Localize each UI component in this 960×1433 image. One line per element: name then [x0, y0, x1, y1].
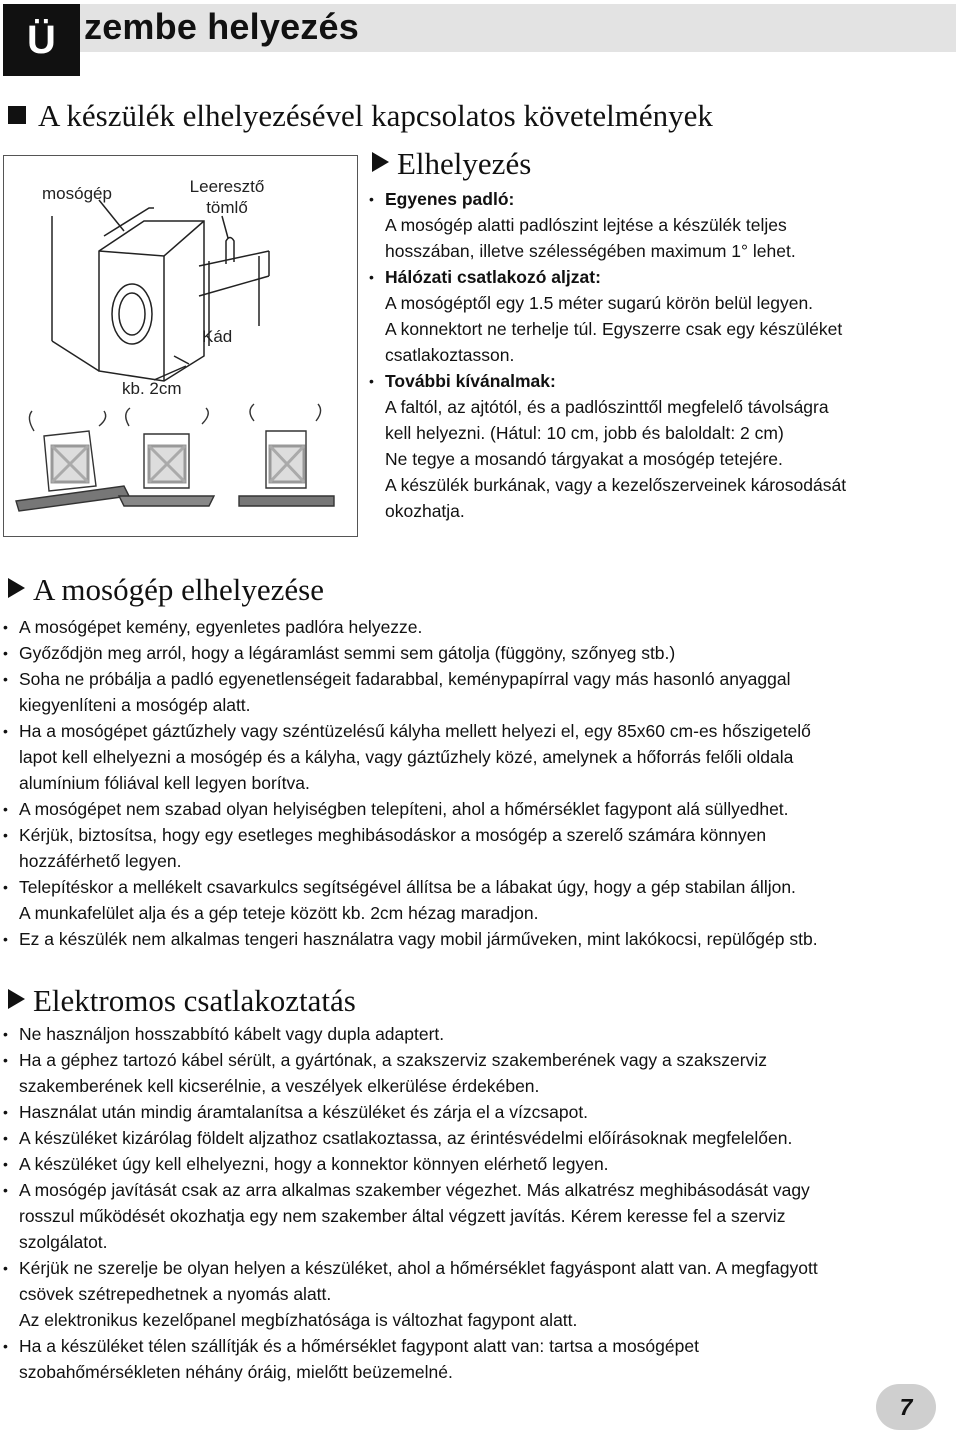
- bullet-icon: •: [3, 1026, 8, 1042]
- placement-item: [368, 264, 958, 368]
- washer-placement-title: A mosógép elhelyezése: [8, 572, 324, 608]
- header-initial: Ü: [3, 4, 80, 76]
- electrical-item-line: csövek szétrepedhetnek a nyomás alatt.: [19, 1284, 332, 1304]
- placement-item: [368, 186, 958, 264]
- bullet-icon: •: [3, 1052, 8, 1068]
- placement-item-line: csatlakoztasson.: [385, 345, 515, 365]
- electrical-item: [2, 1151, 952, 1177]
- figure-label-washer: mosógép: [42, 184, 112, 203]
- washer-placement-item-line: Győződjön meg arról, hogy a légáramlást semmi sem gátolja (függöny, szőnyeg stb.): [19, 643, 676, 663]
- washer-placement-item-line: lapot kell elhelyezni a mosógép és a kályha, vagy gáztűzhely közé, amelynek a hőforrás felőli oldala: [19, 747, 794, 767]
- washer-placement-item-line: Ez a készülék nem alkalmas tengeri használatra vagy mobil járműveken, mint lakókocsi, repülőgép stb.: [19, 929, 818, 949]
- placement-item-line: A készülék burkának, vagy a kezelőszerveinek károsodását: [385, 475, 847, 495]
- electrical-item-line: A készüléket úgy kell elhelyezni, hogy a konnektor könnyen elérhető legyen.: [19, 1154, 609, 1174]
- triangle-bullet-icon: [8, 578, 25, 598]
- bullet-icon: •: [3, 879, 8, 895]
- washer-placement-list: [2, 614, 952, 952]
- requirements-title: A készülék elhelyezésével kapcsolatos követelmények: [8, 98, 713, 134]
- bullet-icon: •: [3, 1104, 8, 1120]
- electrical-item: [2, 1125, 952, 1151]
- page-number: 7: [876, 1384, 936, 1430]
- placement-item-heading: Egyenes padló:: [385, 189, 515, 209]
- washer-placement-item: [2, 796, 952, 822]
- electrical-item-line: A mosógép javítását csak az arra alkalmas szakember végezhet. Más alkatrész meghibásodását vagy: [19, 1180, 810, 1200]
- bullet-icon: •: [3, 723, 8, 739]
- placement-item-line: A konnektort ne terhelje túl. Egyszerre csak egy készüléket: [385, 319, 843, 339]
- placement-item-heading: Hálózati csatlakozó aljzat:: [385, 267, 601, 287]
- electrical-item-line: rosszul működését okozhatja egy nem szakember által végzett javítás. Kérem keresse fel a szerviz: [19, 1206, 786, 1226]
- washer-placement-item-line: A munkafelület alja és a gép teteje között kb. 2cm hézag maradjon.: [19, 903, 539, 923]
- electrical-item-line: Ha a géphez tartozó kábel sérült, a gyártónak, a szakszerviz szakemberének vagy a szakszerviz: [19, 1050, 767, 1070]
- bullet-icon: •: [3, 671, 8, 687]
- washer-placement-item: [2, 822, 952, 874]
- figure-label-hose: Leeresztő tömlő: [189, 177, 265, 217]
- placement-list: [368, 186, 958, 524]
- bullet-icon: •: [369, 269, 374, 285]
- placement-item-line: hosszában, illetve szélességében maximum 1° lehet.: [385, 241, 796, 261]
- washer-placement-item: [2, 640, 952, 666]
- triangle-bullet-icon: [8, 989, 25, 1009]
- bullet-icon: •: [369, 191, 374, 207]
- bullet-icon: •: [3, 827, 8, 843]
- bullet-icon: •: [369, 373, 374, 389]
- electrical-item-line: Kérjük ne szerelje be olyan helyen a készüléket, ahol a hőmérséklet fagyáspont alatt van. A megfagyott: [19, 1258, 818, 1278]
- bullet-icon: •: [3, 1156, 8, 1172]
- electrical-list: [2, 1021, 952, 1385]
- placement-item-line: A faltól, az ajtótól, és a padlószinttől megfelelő távolságra: [385, 397, 829, 417]
- figure-label-gap: kb. 2cm: [122, 379, 182, 398]
- electrical-item-line: A készüléket kizárólag földelt aljzathoz csatlakoztassa, az érintésvédelmi előírásoknak megfelelően.: [19, 1128, 793, 1148]
- electrical-item: [2, 1099, 952, 1125]
- electrical-item-line: szolgálatot.: [19, 1232, 108, 1252]
- washer-placement-item: [2, 718, 952, 796]
- washer-placement-item-line: Kérjük, biztosítsa, hogy egy esetleges meghibásodáskor a mosógép a szerelő számára könnyen: [19, 825, 767, 845]
- electrical-title: Elektromos csatlakoztatás: [8, 983, 356, 1019]
- washer-placement-item-line: alumínium fóliával kell legyen borítva.: [19, 773, 310, 793]
- placement-title: Elhelyezés: [372, 146, 531, 182]
- bullet-icon: •: [3, 1182, 8, 1198]
- bullet-icon: •: [3, 1338, 8, 1354]
- installation-illustration: [4, 156, 357, 536]
- bullet-icon: •: [3, 1130, 8, 1146]
- electrical-item-line: szakemberének kell kicserélnie, a veszélyek elkerülése érdekében.: [19, 1076, 540, 1096]
- electrical-item: [2, 1021, 952, 1047]
- electrical-item-line: Használat után mindig áramtalanítsa a készüléket és zárja el a vízcsapot.: [19, 1102, 589, 1122]
- bullet-icon: •: [3, 645, 8, 661]
- electrical-item: [2, 1177, 952, 1255]
- electrical-item: [2, 1333, 952, 1385]
- washer-placement-item: [2, 666, 952, 718]
- placement-item-line: kell helyezni. (Hátul: 10 cm, jobb és baloldalt: 2 cm): [385, 423, 784, 443]
- placement-item: [368, 368, 958, 524]
- electrical-item-line: szobahőmérsékleten néhány óráig, mielőtt beüzemelné.: [19, 1362, 453, 1382]
- washer-placement-item-line: Soha ne próbálja a padló egyenetlenségeit fadarabbal, keménypapírral vagy más hasonló anyaggal: [19, 669, 791, 689]
- bullet-icon: •: [3, 931, 8, 947]
- bullet-icon: •: [3, 1260, 8, 1276]
- washer-placement-item: [2, 874, 952, 926]
- page-title: zembe helyezés: [84, 6, 359, 47]
- washer-placement-item-line: Telepítéskor a mellékelt csavarkulcs segítségével állítsa be a lábakat úgy, hogy a gép stabilan álljon.: [19, 877, 796, 897]
- washer-placement-item-line: A mosógépet nem szabad olyan helyiségben telepíteni, ahol a hőmérséklet fagypont alá süllyedhet.: [19, 799, 789, 819]
- washer-placement-item-line: kiegyenlíteni a mosógép alatt.: [19, 695, 251, 715]
- electrical-item-line: Ne használjon hosszabbító kábelt vagy dupla adaptert.: [19, 1024, 445, 1044]
- placement-item-heading: További kívánalmak:: [385, 371, 556, 391]
- placement-item-line: A mosógép alatti padlószint lejtése a készülék teljes: [385, 215, 787, 235]
- electrical-item-line: Az elektronikus kezelőpanel megbízhatósága is változhat fagypont alatt.: [19, 1310, 578, 1330]
- washer-placement-item: [2, 926, 952, 952]
- square-bullet-icon: [8, 106, 26, 124]
- figure-label-tub: Kád: [202, 327, 233, 346]
- placement-item-line: okozhatja.: [385, 501, 465, 521]
- bullet-icon: •: [3, 619, 8, 635]
- electrical-item: [2, 1255, 952, 1333]
- triangle-bullet-icon: [372, 152, 389, 172]
- installation-figure: [3, 155, 358, 537]
- placement-item-line: A mosógéptől egy 1.5 méter sugarú körön belül legyen.: [385, 293, 814, 313]
- washer-placement-item: [2, 614, 952, 640]
- electrical-item-line: Ha a készüléket télen szállítják és a hőmérséklet fagypont alatt van: tartsa a mosógépet: [19, 1336, 699, 1356]
- electrical-item: [2, 1047, 952, 1099]
- washer-placement-item-line: hozzáférhető legyen.: [19, 851, 182, 871]
- placement-item-line: Ne tegye a mosandó tárgyakat a mosógép tetejére.: [385, 449, 783, 469]
- washer-placement-item-line: A mosógépet kemény, egyenletes padlóra helyezze.: [19, 617, 423, 637]
- bullet-icon: •: [3, 801, 8, 817]
- washer-placement-item-line: Ha a mosógépet gáztűzhely vagy széntüzelésű kályha mellett helyezi el, egy 85x60 cm-es hőszigetelő: [19, 721, 811, 741]
